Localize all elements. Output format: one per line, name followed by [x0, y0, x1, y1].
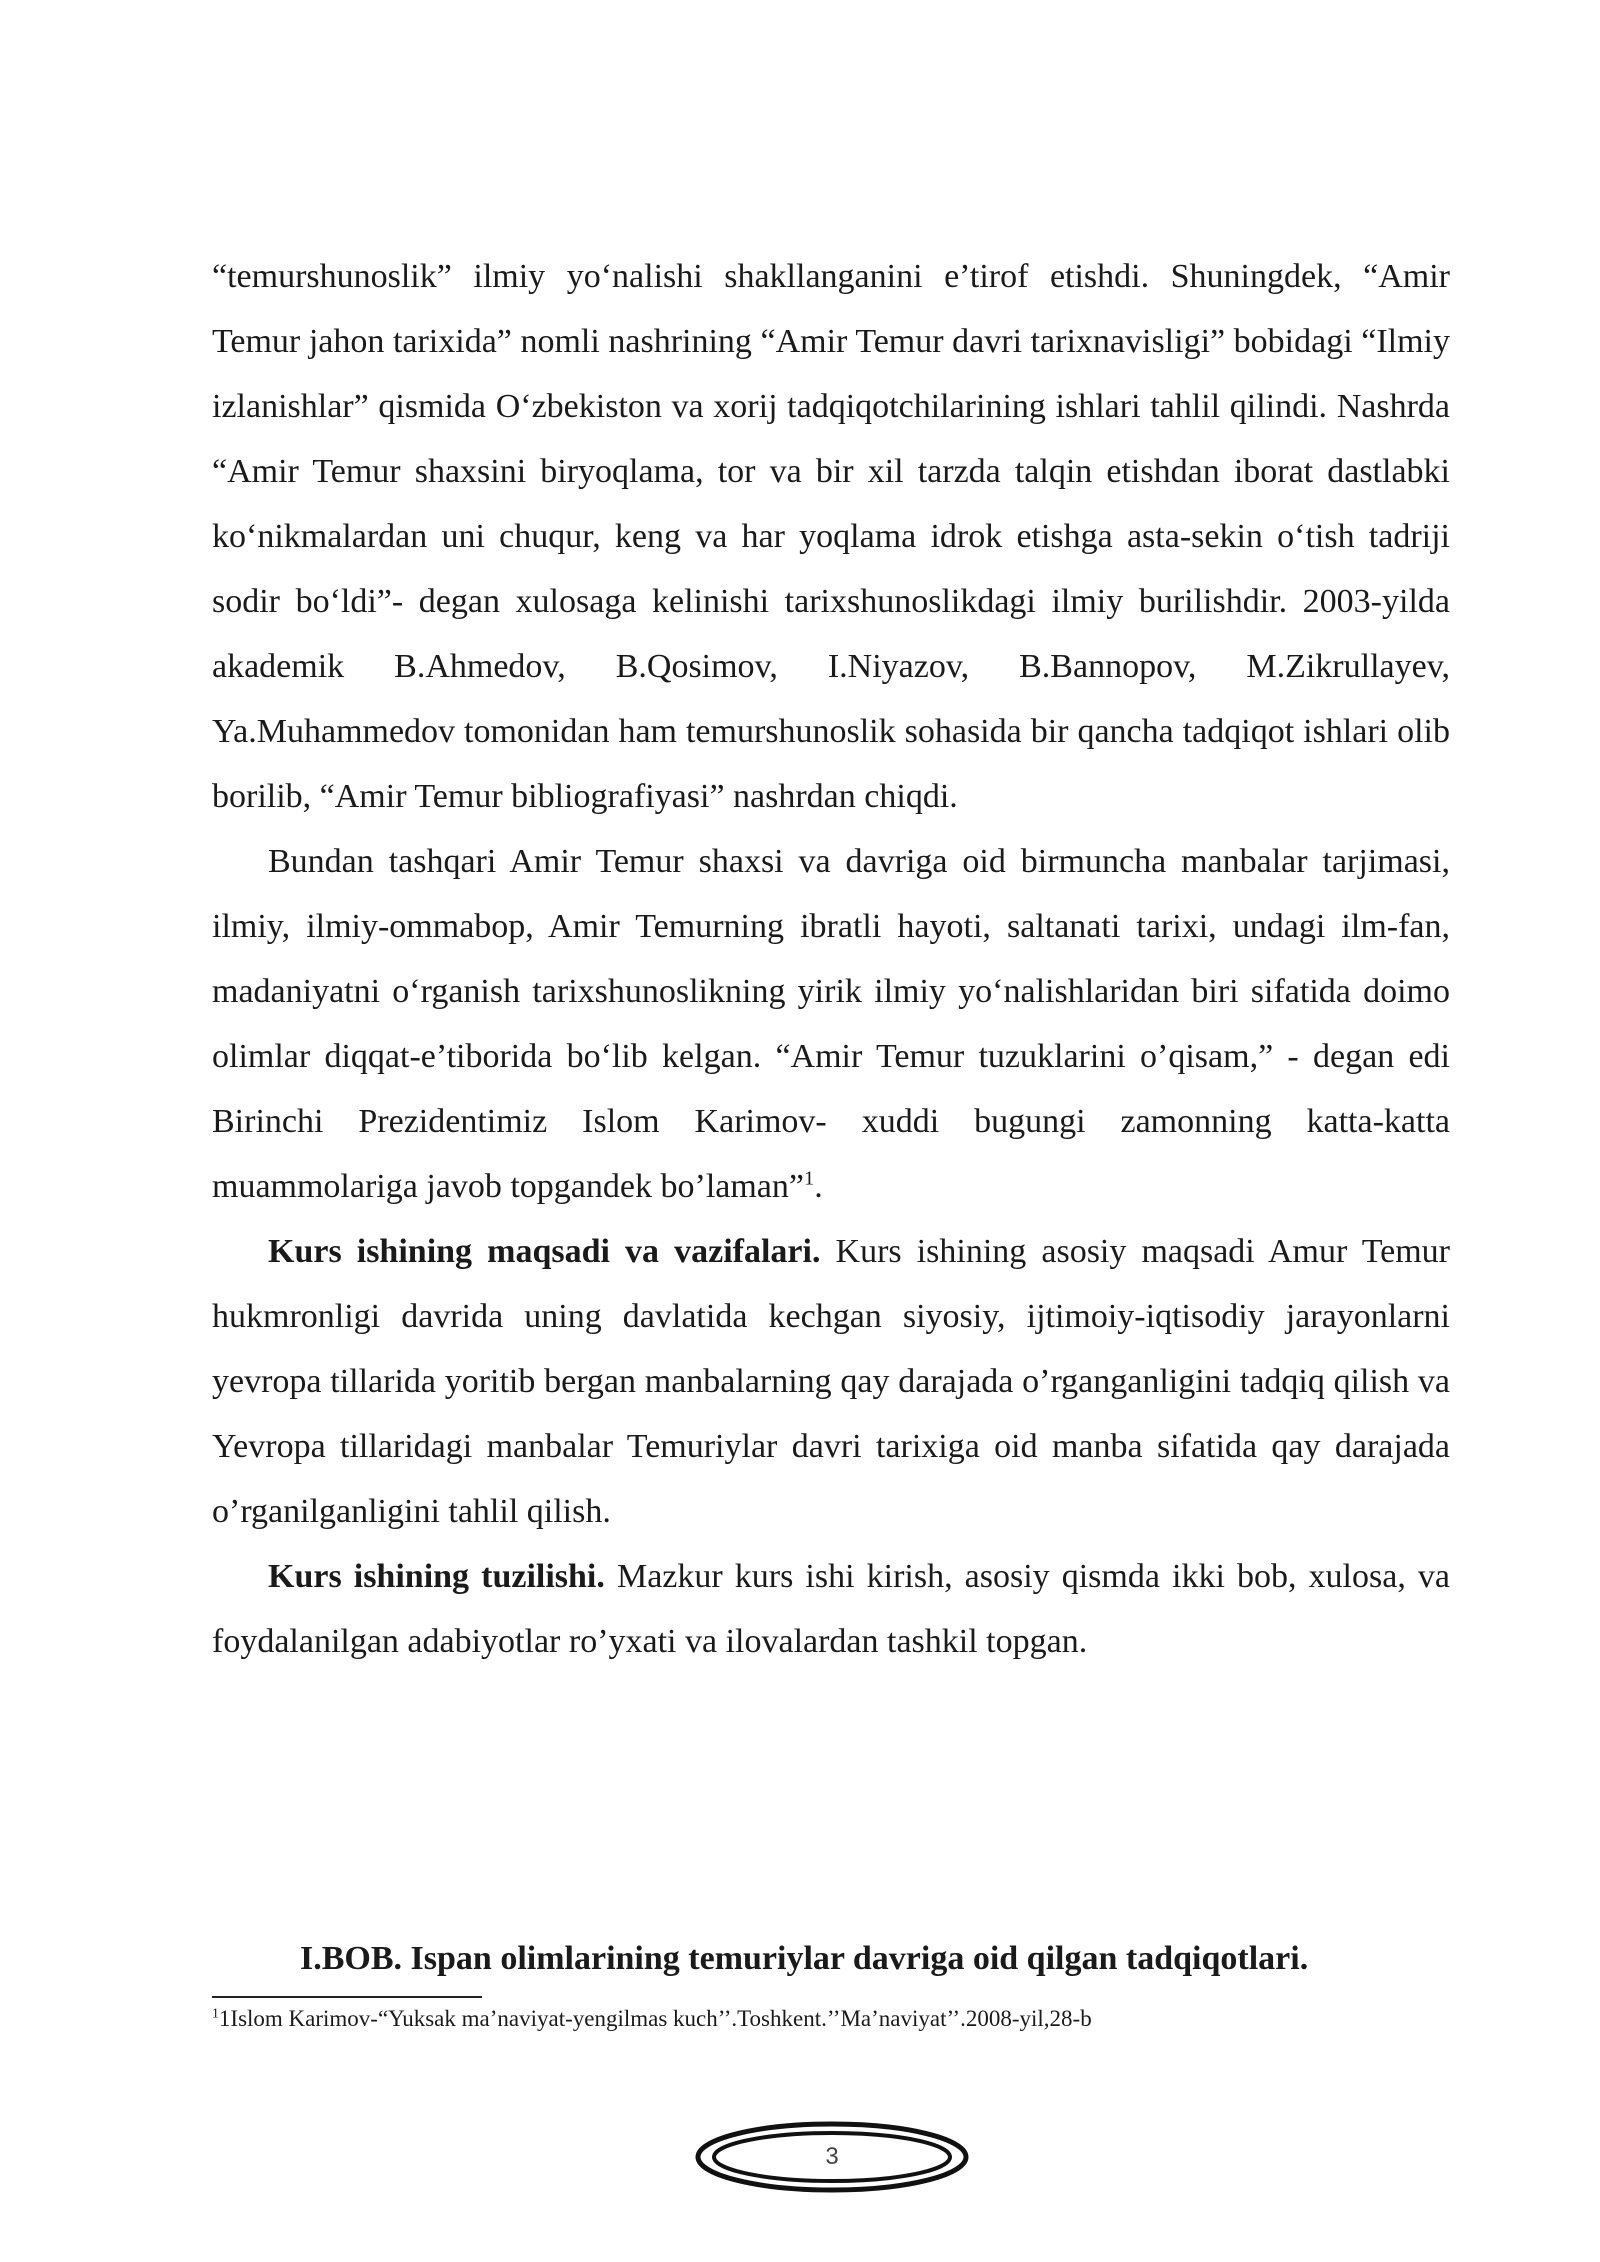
chapter-heading: I.BOB. Ispan olimlarining temuriylar davriga oid qilgan tadqiqotlari.: [300, 1940, 1309, 1977]
footnote-marker: 1: [212, 2005, 219, 2021]
paragraph-3: [212, 1219, 1450, 1544]
page-number-badge: [694, 2120, 970, 2194]
paragraph-1-text: “temurshunoslik” ilmiy yo‘nalishi shakllanganini e’tirof etishdi. Shuningdek, “Amir Temur jahon tarixida” nomli nashrining “Amir Temur davri tarixnavisligi” bobidagi “Ilmiy izlanishlar” qismida O‘zbekiston va xorij tadqiqotchilarining ishlari tahlil qilindi. Nashrda “Amir Temur shaxsini biryoqlama, tor va bir xil tarzda talqin etishdan iborat dastlabki ko‘nikmalardan uni chuqur, keng va har yoqlama idrok etishga asta-sekin o‘tish tadriji sodir bo‘ldi”- degan xulosaga kelinishi tarixshunoslikdagi ilmiy burilishdir. 2003-yilda akademik B.Ahmedov, B.Qosimov, I.Niyazov, B.Bannopov, M.Zikrullayev, Ya.Muhammedov tomonidan ham temurshunoslik sohasida bir qancha tadqiqot ishlari olib borilib, “Amir Temur bibliografiyasi” nashrdan chiqdi.: [212, 258, 1450, 815]
paragraph-1: [212, 244, 1450, 829]
paragraph-3-text: Kurs ishining asosiy maqsadi Amur Temur hukmronligi davrida uning davlatida kechgan siyosiy, ijtimoiy-iqtisodiy jarayonlarni yevropa tillarida yoritib bergan manbalarning qay darajada o’rganganligini tadqiq qilish va Yevropa tillaridagi manbalar Temuriylar davri tarixiga oid manba sifatida qay darajada o’rganilganligini tahlil qilish.: [212, 1233, 1450, 1530]
footnote-reference[interactable]: 1: [803, 1167, 815, 1190]
footnote-text: 1Islom Karimov-“Yuksak ma’naviyat-yengilmas kuch’’.Toshkent.’’Ma’naviyat’’.2008-yil,28-b: [218, 2006, 1092, 2031]
paragraph-4-text: Mazkur kurs ishi kirish, asosiy qismda ikki bob, xulosa, va foydalanilgan adabiyotlar ro’yxati va ilovalardan tashkil topgan.: [212, 1558, 1450, 1660]
page-number: 3: [825, 2143, 839, 2170]
paragraph-4-heading: Kurs ishining tuzilishi.: [268, 1558, 605, 1595]
footnote-divider: [212, 1996, 482, 1998]
paragraph-3-heading: Kurs ishining maqsadi va vazifalari.: [268, 1233, 821, 1270]
footnote: [212, 2006, 1092, 2032]
paragraph-2: [212, 829, 1450, 1219]
body-text: [212, 244, 1450, 1674]
paragraph-2-end: .: [814, 1168, 823, 1205]
paragraph-2-text: Bundan tashqari Amir Temur shaxsi va davriga oid birmuncha manbalar tarjimasi, ilmiy, ilmiy-ommabop, Amir Temurning ibratli hayoti, saltanati tarixi, undagi ilm-fan, madaniyatni o‘rganish tarixshunoslikning yirik ilmiy yo‘nalishlaridan biri sifatida doimo olimlar diqqat-e’tiborida bo‘lib kelgan. “Amir Temur tuzuklarini o’qisam,” - degan edi Birinchi Prezidentimiz Islom Karimov- xuddi bugungi zamonning katta-katta muammolariga javob topgandek bo’laman”: [212, 843, 1450, 1205]
paragraph-4: [212, 1544, 1450, 1674]
